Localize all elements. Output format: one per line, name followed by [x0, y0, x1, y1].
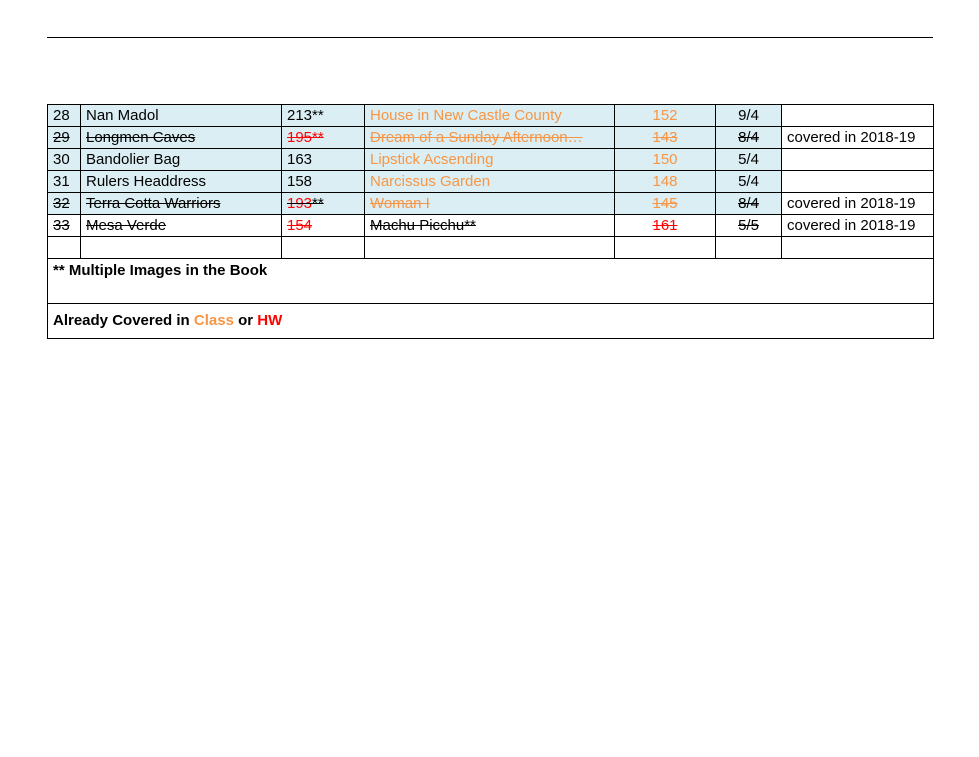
paired-artwork: Woman I [365, 193, 615, 215]
row-number: 32 [48, 193, 81, 215]
table-row [48, 149, 934, 171]
paired-artwork: House in New Castle County [365, 105, 615, 127]
due-date: 9/4 [716, 105, 782, 127]
artwork-name: Mesa Verde [81, 215, 282, 237]
row-note [782, 149, 934, 171]
empty-cell [81, 237, 282, 259]
row-number: 30 [48, 149, 81, 171]
empty-cell [782, 237, 934, 259]
book-page: 213** [282, 105, 365, 127]
row-note: covered in 2018-19 [782, 127, 934, 149]
legend-row [48, 304, 934, 339]
paired-page: 145 [615, 193, 716, 215]
book-page [282, 193, 365, 215]
assignment-table [47, 104, 934, 339]
paired-artwork: Narcissus Garden [365, 171, 615, 193]
row-number: 33 [48, 215, 81, 237]
table-row [48, 105, 934, 127]
table-row [48, 127, 934, 149]
artwork-name: Terra Cotta Warriors [81, 193, 282, 215]
due-date: 5/4 [716, 149, 782, 171]
book-page: 154 [282, 215, 365, 237]
empty-cell [365, 237, 615, 259]
artwork-name: Nan Madol [81, 105, 282, 127]
header-rule [47, 37, 933, 38]
table-row [48, 215, 934, 237]
table-row [48, 171, 934, 193]
empty-row [48, 237, 934, 259]
row-number: 31 [48, 171, 81, 193]
book-page: 158 [282, 171, 365, 193]
row-number: 28 [48, 105, 81, 127]
footnote-text: ** Multiple Images in the Book [48, 259, 934, 304]
artwork-name: Bandolier Bag [81, 149, 282, 171]
paired-artwork: Dream of a Sunday Afternoon… [365, 127, 615, 149]
artwork-name: Longmen Caves [81, 127, 282, 149]
row-number: 29 [48, 127, 81, 149]
paired-page: 152 [615, 105, 716, 127]
artwork-name: Rulers Headdress [81, 171, 282, 193]
legend-joiner: or [233, 312, 258, 329]
empty-cell [716, 237, 782, 259]
book-page: 163 [282, 149, 365, 171]
row-note [782, 171, 934, 193]
row-note [782, 105, 934, 127]
paired-page: 150 [615, 149, 716, 171]
footnote-row [48, 259, 934, 304]
legend-hw: HW [257, 312, 283, 329]
due-date: 5/4 [716, 171, 782, 193]
paired-artwork: Lipstick Acsending [365, 149, 615, 171]
due-date: 8/4 [716, 193, 782, 215]
row-note: covered in 2018-19 [782, 193, 934, 215]
book-page: 195** [282, 127, 365, 149]
table-row [48, 193, 934, 215]
paired-page: 148 [615, 171, 716, 193]
paired-artwork: Machu Picchu** [365, 215, 615, 237]
due-date: 8/4 [716, 127, 782, 149]
empty-cell [282, 237, 365, 259]
paired-page: 143 [615, 127, 716, 149]
legend-cell [48, 304, 934, 339]
empty-cell [48, 237, 81, 259]
legend-class: Class [193, 312, 234, 329]
empty-cell [615, 237, 716, 259]
book-page-number: 193 [287, 194, 313, 212]
legend-prefix: Already Covered in [53, 312, 194, 329]
paired-page: 161 [615, 215, 716, 237]
row-note: covered in 2018-19 [782, 215, 934, 237]
multiple-images-marker: ** [312, 194, 324, 212]
due-date: 5/5 [716, 215, 782, 237]
